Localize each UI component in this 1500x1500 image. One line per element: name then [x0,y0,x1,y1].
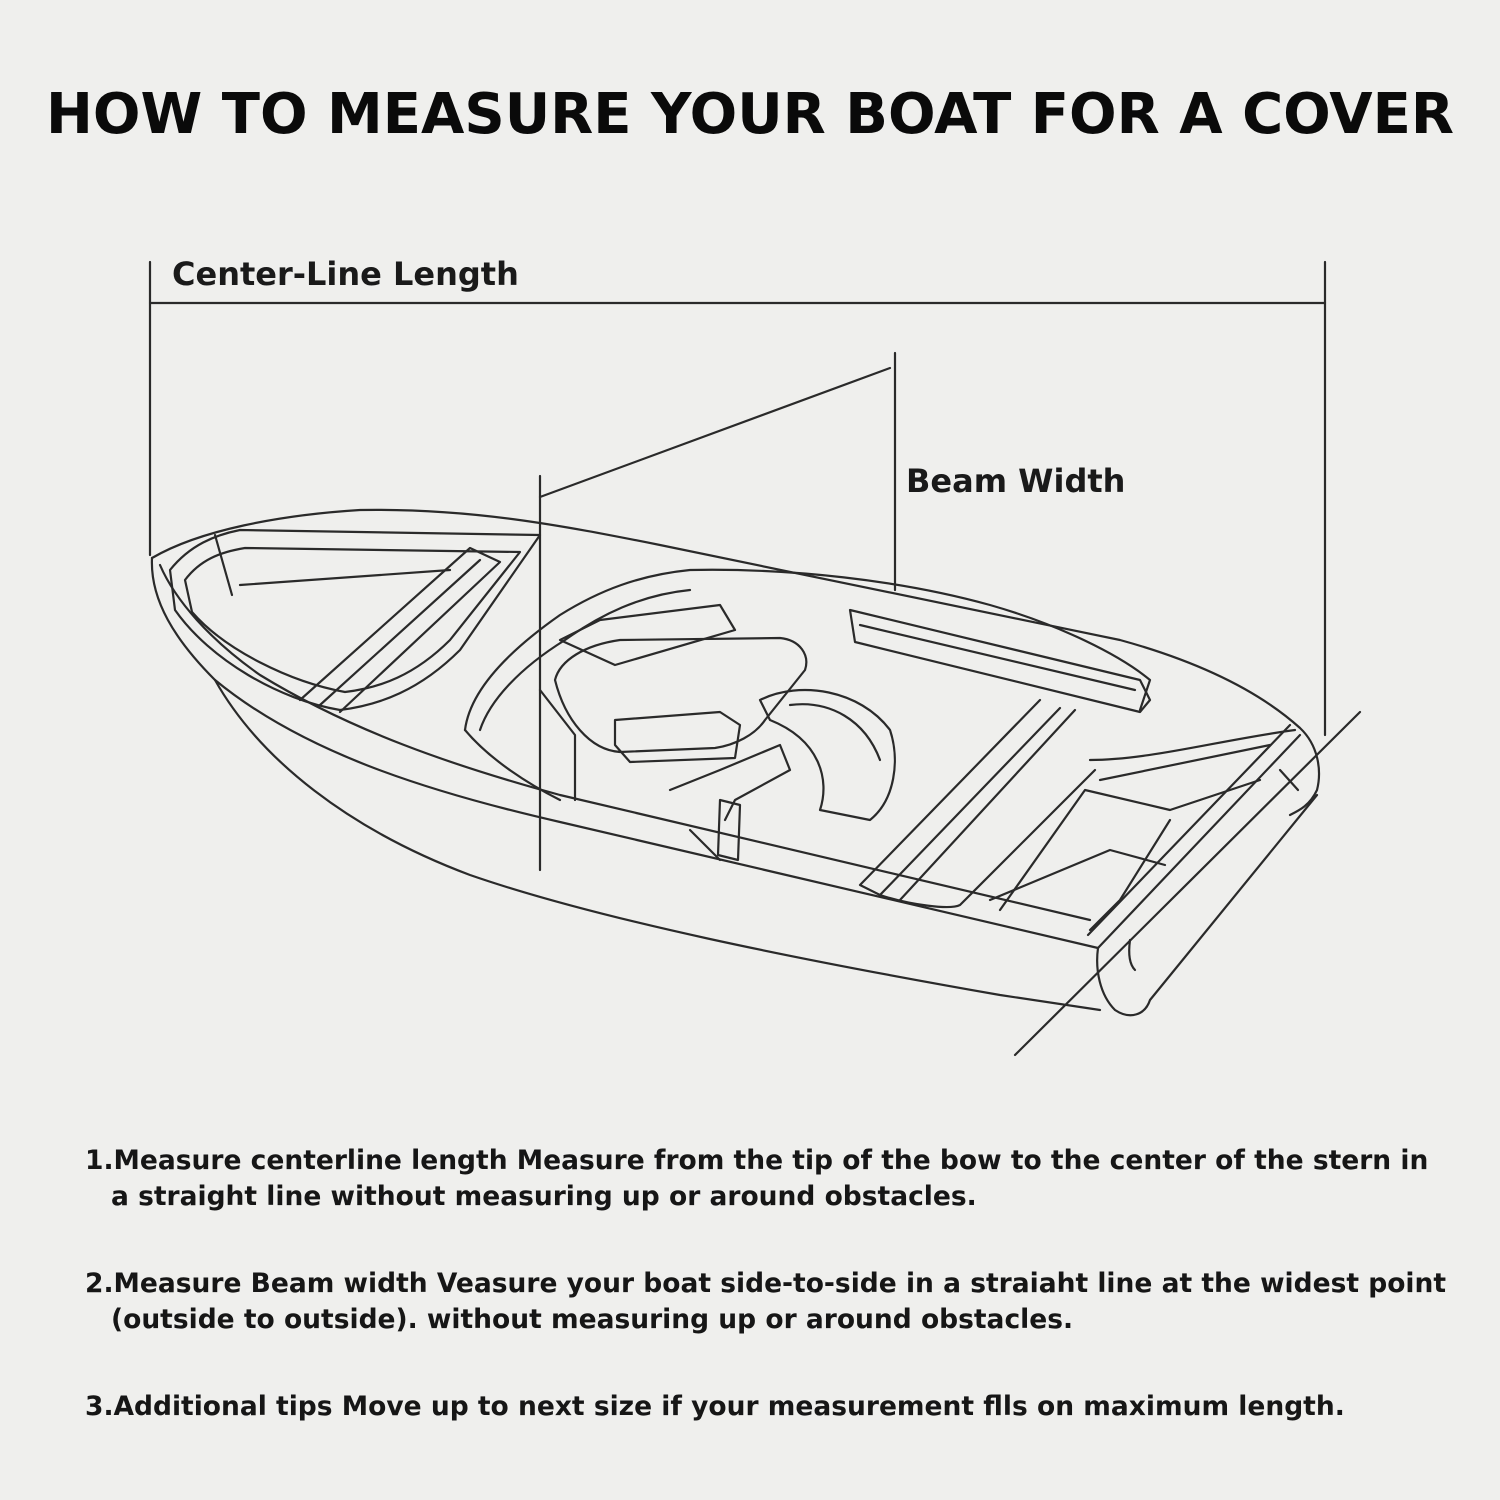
instruction-list [85,1143,1455,1476]
length-dimension-line [150,262,1325,735]
step-number: 1. [85,1145,114,1176]
step-text: Additional tips Move up to next size if your measurement flls on maximum length. [113,1391,1345,1422]
driver-seat [555,638,895,860]
instruction-step [85,1389,1455,1425]
page-title: HOW TO MEASURE YOUR BOAT FOR A COVER [46,82,1454,147]
step-number: 3. [85,1391,114,1422]
windshield [465,570,1150,800]
instruction-step [85,1266,1455,1338]
length-label: Center-Line Length [172,255,519,293]
step-number: 2. [85,1268,114,1299]
step-text: Measure Beam width Veasure your boat side-to-side in a straiaht line at the widest point (outside to outside). without measuring up or around obstacles. [111,1268,1447,1335]
instruction-step [85,1143,1455,1215]
stern-dimension-line [1015,712,1360,1055]
beam-label: Beam Width [906,462,1126,500]
rear-seating [850,610,1295,930]
step-text: Measure centerline length Measure from the tip of the bow to the center of the stern in a straight line without measuring up or around obstacles. [111,1145,1429,1212]
beam-dimension-line [540,353,895,870]
